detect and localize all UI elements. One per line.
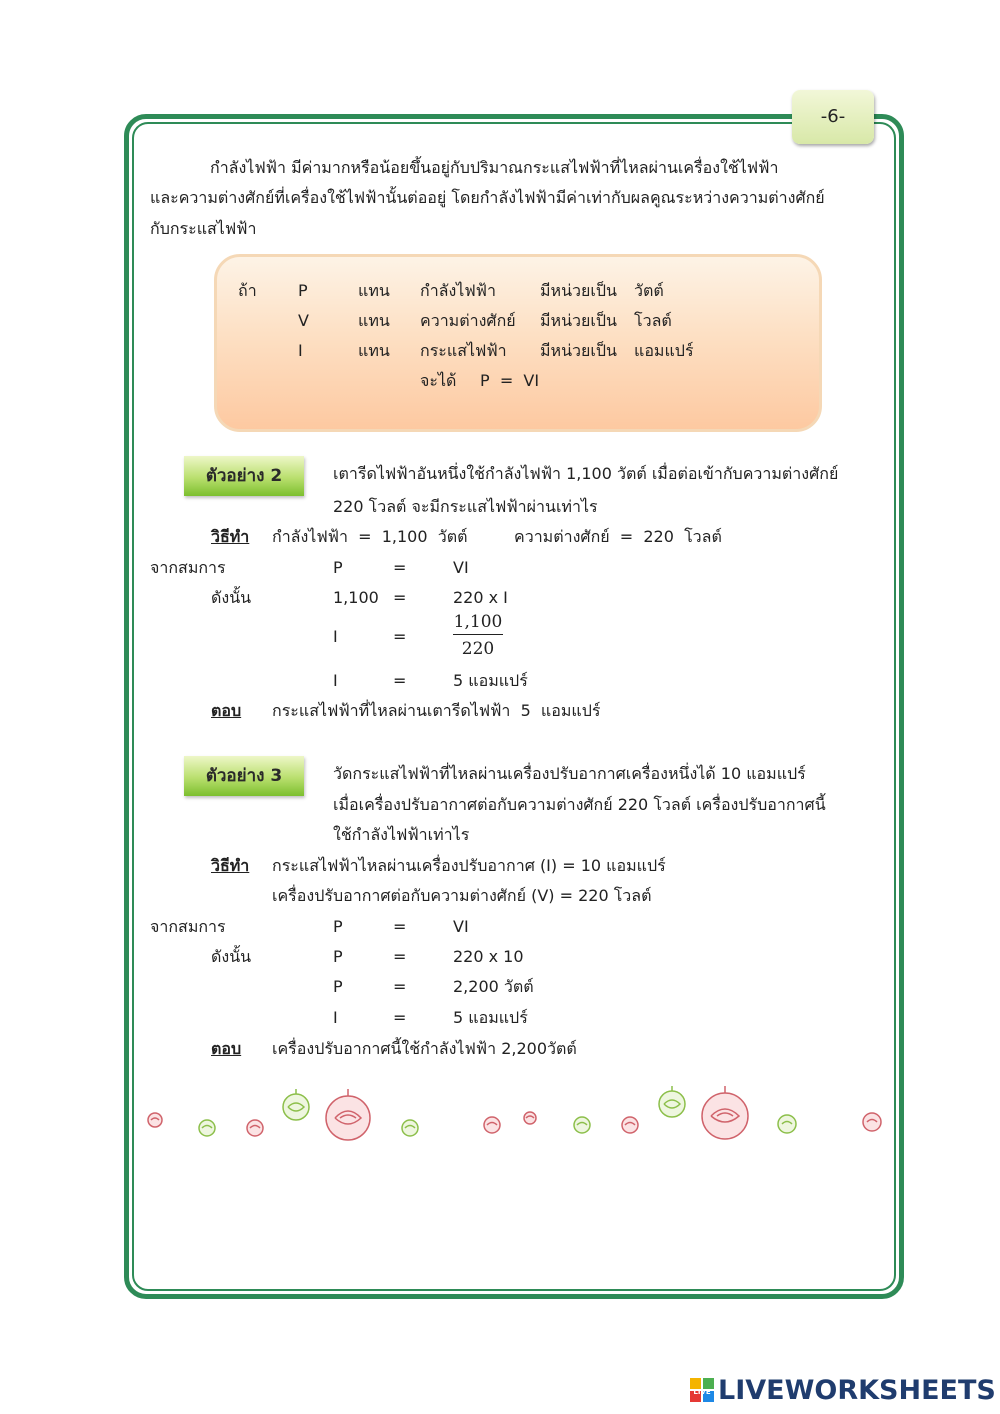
ornament-icon xyxy=(574,1117,590,1133)
example-2-answer: กระแสไฟฟ้าที่ไหลผ่านเตารีดไฟฟ้า 5 แอมแปร์ xyxy=(272,701,601,720)
ornament-icon xyxy=(524,1112,536,1124)
formula-meaning: ความต่างศักย์ xyxy=(420,311,516,330)
example-3-step-lhs: P xyxy=(333,917,343,936)
example-3-question-line-2: เมื่อเครื่องปรับอากาศต่อกับความต่างศักย์ 220 โวลต์ เครื่องปรับอากาศนี้ xyxy=(333,795,826,814)
example-2-step-eq: = xyxy=(393,671,407,690)
example-2-step-lhs: P xyxy=(333,558,343,577)
example-2-step-rhs: VI xyxy=(453,558,469,577)
brand-name: LIVEWORKSHEETS xyxy=(718,1374,996,1406)
formula-result-label: จะได้ xyxy=(420,371,457,390)
example-3-question-line-3: ใช้กำลังไฟฟ้าเท่าไร xyxy=(333,825,470,844)
ornament-icon xyxy=(283,1089,309,1120)
formula-result: P = VI xyxy=(480,371,540,390)
example-2-step-rhs: 5 แอมแปร์ xyxy=(453,671,528,690)
ornament-icon xyxy=(247,1120,263,1136)
example-3-method-label: วิธีทำ xyxy=(211,856,250,875)
example-2-from-equation-label: จากสมการ xyxy=(150,558,226,577)
example-2-given-1: กำลังไฟฟ้า = 1,100 วัตต์ xyxy=(272,527,468,546)
example-2-method-label: วิธีทำ xyxy=(211,527,250,546)
example-2-step-lhs: I xyxy=(333,671,338,690)
example-3-step-rhs: 220 x 10 xyxy=(453,947,524,966)
page-number: -6- xyxy=(792,90,874,144)
example-3-step-rhs: 2,200 วัตต์ xyxy=(453,977,534,996)
example-2-question-line-1: เตารีดไฟฟ้าอันหนึ่งใช้กำลังไฟฟ้า 1,100 วัตต์ เมื่อต่อเข้ากับความต่างศักย์ xyxy=(333,464,839,483)
fraction-denominator: 220 xyxy=(461,639,495,659)
example-2-step-lhs: 1,100 xyxy=(333,588,379,607)
intro-line-2: และความต่างศักย์ที่เครื่องใช้ไฟฟ้านั้นต่ออยู่ โดยกำลังไฟฟ้ามีค่าเท่ากับผลคูณระหว่างความต่างศักย์ xyxy=(150,188,825,207)
example-3-therefore-label: ดังนั้น xyxy=(211,947,252,966)
example-2-therefore-label: ดังนั้น xyxy=(211,588,252,607)
ornament-icon xyxy=(702,1086,748,1139)
fraction-numerator: 1,100 xyxy=(453,612,503,635)
formula-unit-label: มีหน่วยเป็น xyxy=(540,311,617,330)
example-3-given-1: กระแสไฟฟ้าไหลผ่านเครื่องปรับอากาศ (I) = 10 แอมแปร์ xyxy=(272,856,666,875)
formula-meaning: กำลังไฟฟ้า xyxy=(420,281,496,300)
ornament-icon xyxy=(778,1115,796,1133)
example-2-fraction xyxy=(453,612,503,659)
ornament-icon xyxy=(148,1113,162,1127)
example-3-step-eq: = xyxy=(393,947,407,966)
formula-symbol: I xyxy=(298,341,303,360)
formula-unit: วัตต์ xyxy=(634,281,664,300)
formula-unit: โวลต์ xyxy=(634,311,672,330)
ornament-icon xyxy=(863,1113,881,1131)
formula-stands: แทน xyxy=(358,341,390,360)
formula-symbol: V xyxy=(298,311,309,330)
ornament-icon xyxy=(659,1086,685,1117)
example-3-question-line-1: วัดกระแสไฟฟ้าที่ไหลผ่านเครื่องปรับอากาศเครื่องหนึ่งได้ 10 แอมแปร์ xyxy=(333,764,806,783)
example-3-from-equation-label: จากสมการ xyxy=(150,917,226,936)
liveworksheets-logo-icon xyxy=(690,1378,714,1402)
example-2-answer-label: ตอบ xyxy=(211,701,242,720)
example-2-given-2: ความต่างศักย์ = 220 โวลต์ xyxy=(514,527,722,546)
example-2-question-line-2: 220 โวลต์ จะมีกระแสไฟฟ้าผ่านเท่าไร xyxy=(333,497,598,516)
ornament-icon xyxy=(326,1089,370,1140)
ornament-icon xyxy=(199,1120,215,1136)
ornament-icon xyxy=(622,1117,638,1133)
brand-badge-text: LIVE xyxy=(693,1388,711,1396)
formula-unit-label: มีหน่วยเป็น xyxy=(540,281,617,300)
example-3-step-eq: = xyxy=(393,1008,407,1027)
intro-line-1: กำลังไฟฟ้า มีค่ามากหรือน้อยขึ้นอยู่กับปริมาณกระแสไฟฟ้าที่ไหลผ่านเครื่องใช้ไฟฟ้า xyxy=(210,158,779,177)
example-2-step-rhs: 220 x I xyxy=(453,588,508,607)
example-3-step-lhs: P xyxy=(333,977,343,996)
formula-unit: แอมแปร์ xyxy=(634,341,694,360)
example-3-given-2: เครื่องปรับอากาศต่อกับความต่างศักย์ (V) = 220 โวลต์ xyxy=(272,886,652,905)
example-3-step-eq: = xyxy=(393,917,407,936)
formula-meaning: กระแสไฟฟ้า xyxy=(420,341,507,360)
example-2-step-eq: = xyxy=(393,627,407,646)
example-3-answer: เครื่องปรับอากาศนี้ใช้กำลังไฟฟ้า 2,200วัตต์ xyxy=(272,1039,577,1058)
example-2-tag: ตัวอย่าง 2 xyxy=(184,456,304,496)
ornament-decoration xyxy=(130,1080,900,1150)
example-3-tag: ตัวอย่าง 3 xyxy=(184,756,304,796)
intro-line-3: กับกระแสไฟฟ้า xyxy=(150,219,257,238)
example-2-step-lhs: I xyxy=(333,627,338,646)
ornament-icon xyxy=(484,1117,500,1133)
example-3-answer-label: ตอบ xyxy=(211,1039,242,1058)
example-3-step-rhs: 5 แอมแปร์ xyxy=(453,1008,528,1027)
example-3-step-lhs: I xyxy=(333,1008,338,1027)
example-2-step-eq: = xyxy=(393,558,407,577)
example-3-step-lhs: P xyxy=(333,947,343,966)
formula-stands: แทน xyxy=(358,311,390,330)
example-2-step-eq: = xyxy=(393,588,407,607)
liveworksheets-brand xyxy=(690,1370,996,1410)
ornament-icon xyxy=(402,1120,418,1136)
example-3-step-eq: = xyxy=(393,977,407,996)
formula-unit-label: มีหน่วยเป็น xyxy=(540,341,617,360)
formula-if-label: ถ้า xyxy=(238,281,257,300)
formula-stands: แทน xyxy=(358,281,390,300)
formula-symbol: P xyxy=(298,281,308,300)
example-3-step-rhs: VI xyxy=(453,917,469,936)
